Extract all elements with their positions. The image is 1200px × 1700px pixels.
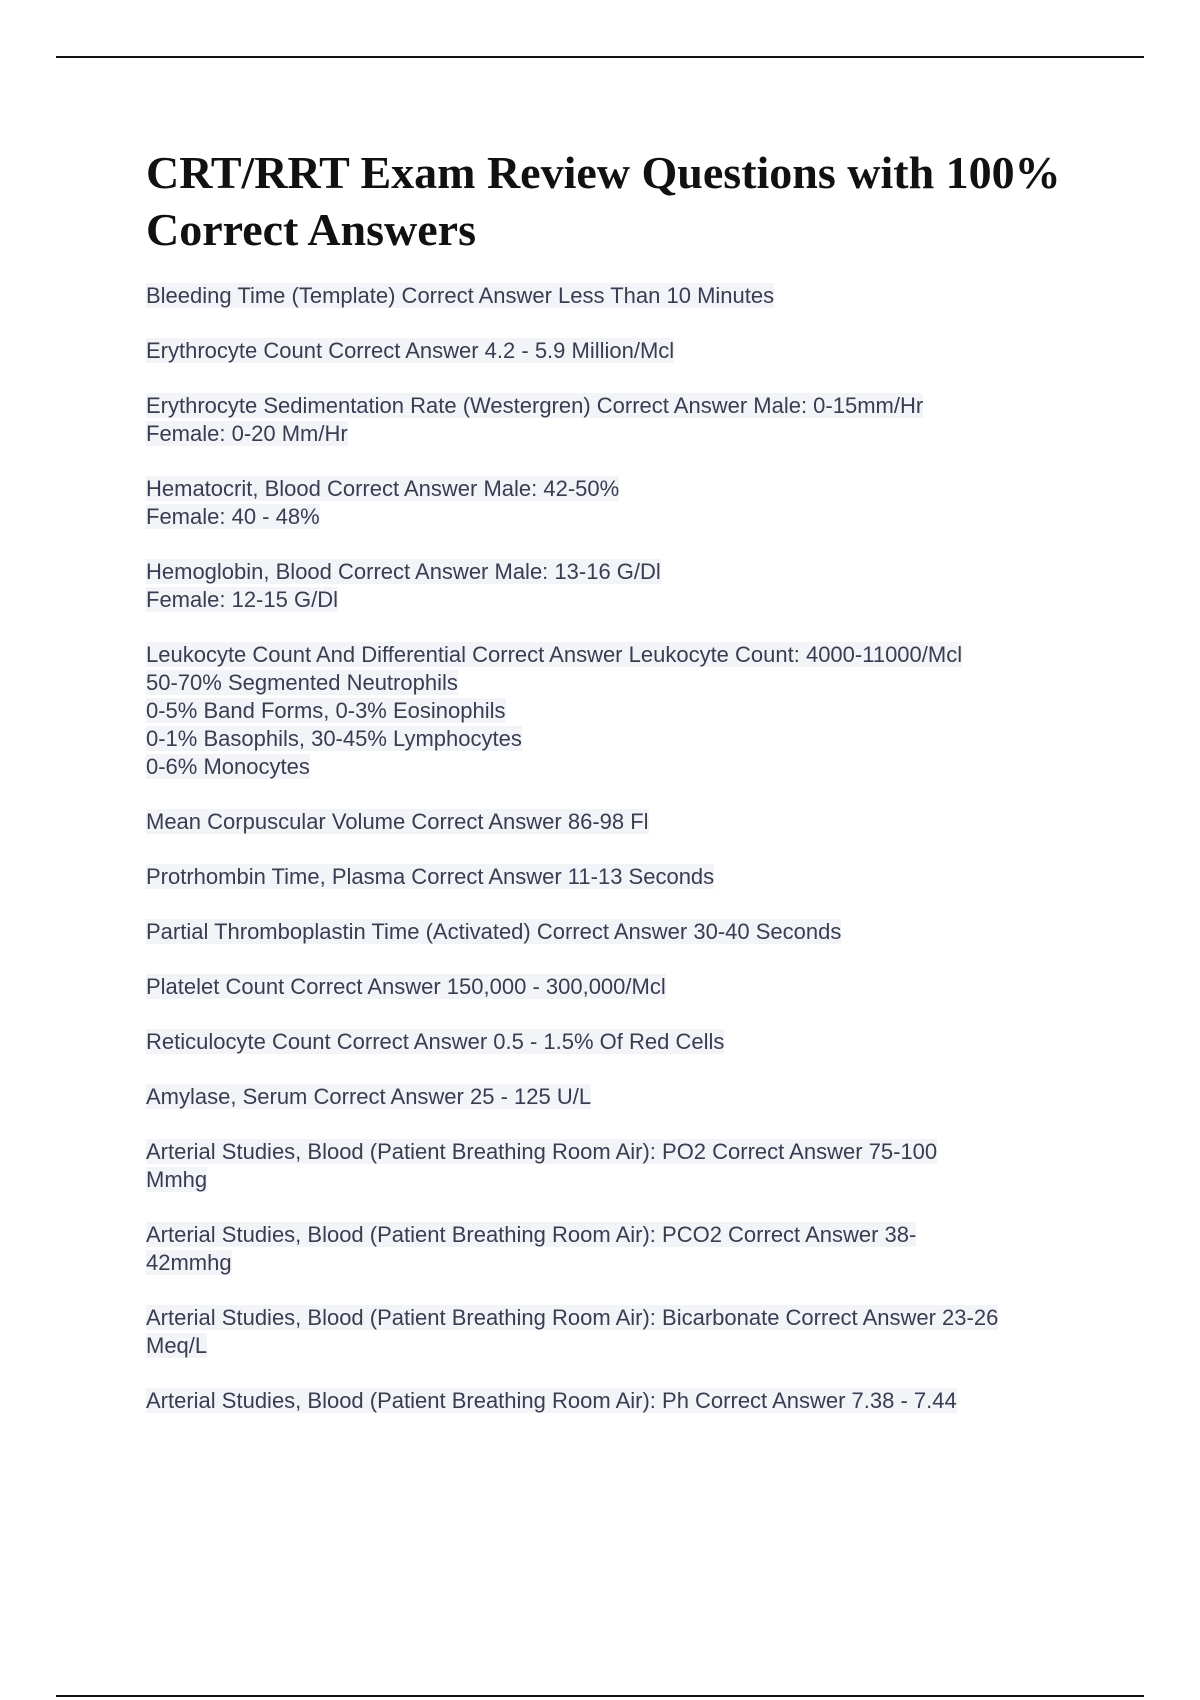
qa-line — [146, 973, 1126, 1001]
qa-line — [146, 1221, 1126, 1249]
qa-line — [146, 1138, 1126, 1166]
qa-text: Erythrocyte Count Correct Answer 4.2 - 5.9 Million/Mcl — [146, 338, 675, 363]
qa-item — [146, 1138, 1126, 1194]
qa-item — [146, 918, 1126, 946]
qa-item — [146, 392, 1126, 448]
qa-line — [146, 503, 1126, 531]
qa-text: Female: 12-15 G/Dl — [146, 587, 338, 612]
qa-line — [146, 392, 1126, 420]
qa-line — [146, 586, 1126, 614]
qa-item — [146, 1387, 1126, 1415]
qa-line — [146, 558, 1126, 586]
header-rule — [56, 56, 1144, 58]
qa-item — [146, 973, 1126, 1001]
qa-line — [146, 1249, 1126, 1277]
document-title: CRT/RRT Exam Review Questions with 100% Correct Answers — [146, 147, 1061, 255]
qa-text: 0-1% Basophils, 30-45% Lymphocytes — [146, 726, 522, 751]
qa-item — [146, 863, 1126, 891]
qa-line — [146, 753, 1126, 781]
qa-line — [146, 808, 1126, 836]
qa-text: Reticulocyte Count Correct Answer 0.5 - 1.5% Of Red Cells — [146, 1029, 725, 1054]
qa-text: 0-6% Monocytes — [146, 754, 310, 779]
qa-item — [146, 558, 1126, 614]
qa-line — [146, 669, 1126, 697]
qa-line — [146, 282, 1126, 310]
qa-text: Mmhg — [146, 1167, 208, 1192]
qa-line — [146, 1387, 1126, 1415]
qa-item — [146, 1028, 1126, 1056]
qa-text: Hemoglobin, Blood Correct Answer Male: 13-16 G/Dl — [146, 559, 661, 584]
qa-text: Female: 40 - 48% — [146, 504, 320, 529]
qa-text: Hematocrit, Blood Correct Answer Male: 42-50% — [146, 476, 620, 501]
qa-item — [146, 1304, 1126, 1360]
qa-text: Arterial Studies, Blood (Patient Breathing Room Air): Ph Correct Answer 7.38 - 7.44 — [146, 1388, 957, 1413]
qa-item — [146, 1221, 1126, 1277]
qa-text: Arterial Studies, Blood (Patient Breathing Room Air): PCO2 Correct Answer 38- — [146, 1222, 917, 1247]
qa-text: Platelet Count Correct Answer 150,000 - 300,000/Mcl — [146, 974, 666, 999]
qa-line — [146, 863, 1126, 891]
qa-item — [146, 641, 1126, 781]
qa-item — [146, 808, 1126, 836]
qa-line — [146, 918, 1126, 946]
qa-text: Erythrocyte Sedimentation Rate (Westergren) Correct Answer Male: 0-15mm/Hr — [146, 393, 924, 418]
qa-text: Arterial Studies, Blood (Patient Breathing Room Air): Bicarbonate Correct Answer 23-26 — [146, 1305, 999, 1330]
qa-item — [146, 1083, 1126, 1111]
qa-text: 50-70% Segmented Neutrophils — [146, 670, 458, 695]
qa-line — [146, 641, 1126, 669]
qa-text: Protrhombin Time, Plasma Correct Answer 11-13 Seconds — [146, 864, 715, 889]
qa-text: Female: 0-20 Mm/Hr — [146, 421, 348, 446]
qa-line — [146, 337, 1126, 365]
qa-item — [146, 337, 1126, 365]
qa-text: 42mmhg — [146, 1250, 232, 1275]
qa-line — [146, 420, 1126, 448]
qa-line — [146, 1332, 1126, 1360]
qa-item — [146, 282, 1126, 310]
qa-text: Arterial Studies, Blood (Patient Breathing Room Air): PO2 Correct Answer 75-100 — [146, 1139, 938, 1164]
qa-list — [146, 282, 1126, 1442]
qa-line — [146, 1083, 1126, 1111]
qa-line — [146, 475, 1126, 503]
footer-rule — [56, 1695, 1144, 1697]
qa-text: Bleeding Time (Template) Correct Answer Less Than 10 Minutes — [146, 283, 775, 308]
qa-item — [146, 475, 1126, 531]
qa-line — [146, 1028, 1126, 1056]
qa-line — [146, 1304, 1126, 1332]
qa-text: 0-5% Band Forms, 0-3% Eosinophils — [146, 698, 506, 723]
qa-line — [146, 697, 1126, 725]
qa-text: Amylase, Serum Correct Answer 25 - 125 U/L — [146, 1084, 592, 1109]
qa-text: Partial Thromboplastin Time (Activated) Correct Answer 30-40 Seconds — [146, 919, 842, 944]
qa-line — [146, 725, 1126, 753]
qa-text: Meq/L — [146, 1333, 208, 1358]
qa-text: Leukocyte Count And Differential Correct Answer Leukocyte Count: 4000-11000/Mcl — [146, 642, 963, 667]
qa-line — [146, 1166, 1126, 1194]
qa-text: Mean Corpuscular Volume Correct Answer 86-98 Fl — [146, 809, 649, 834]
